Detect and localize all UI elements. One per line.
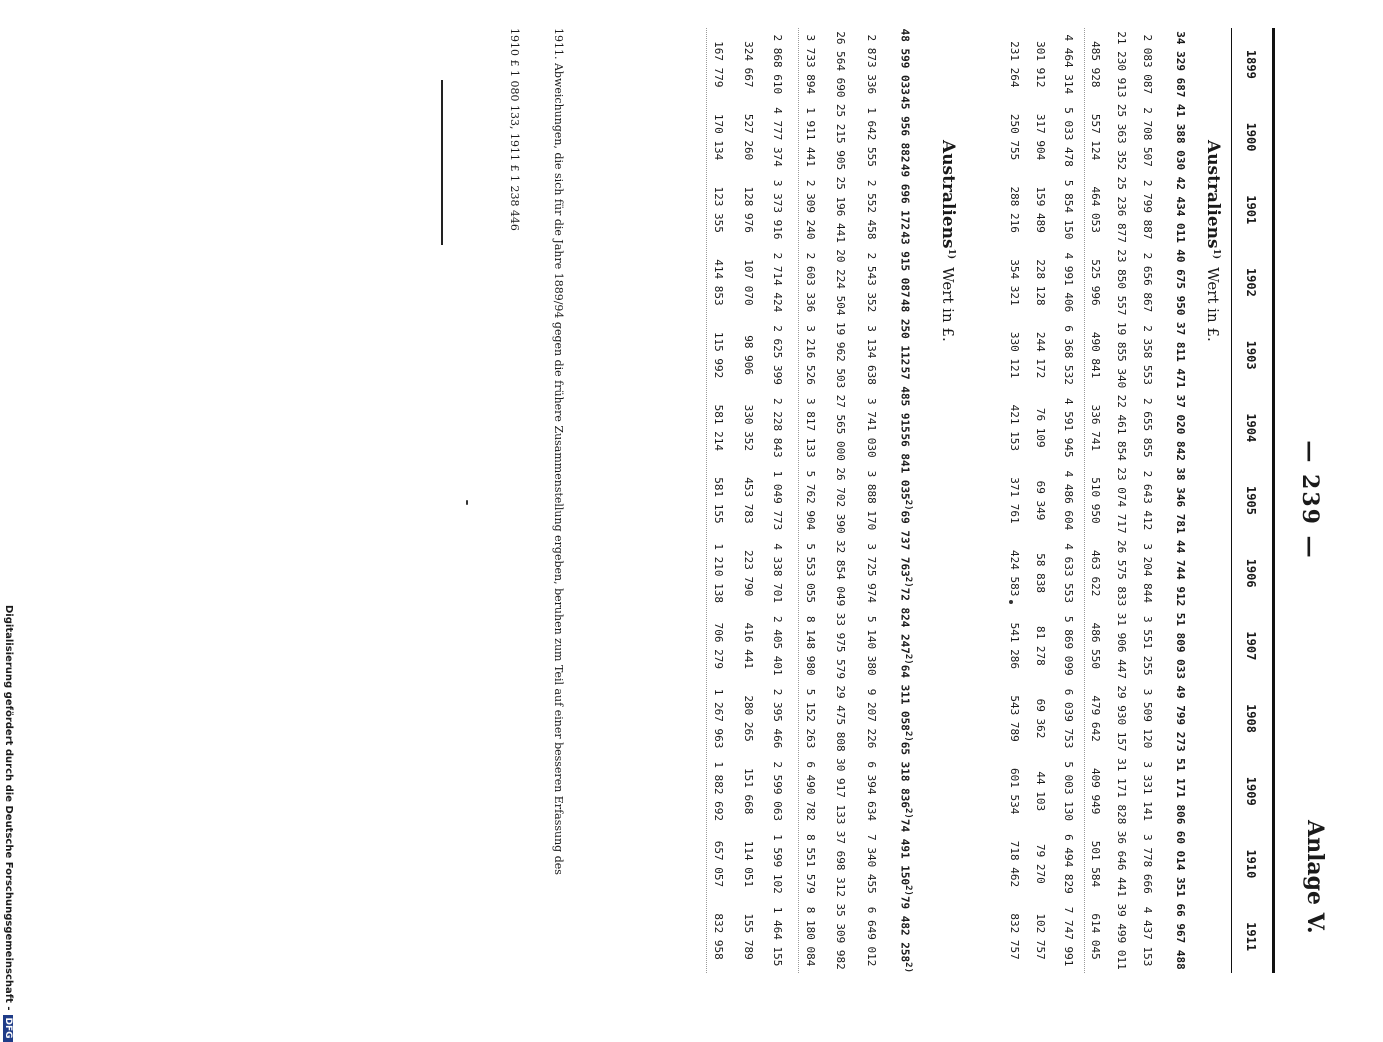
- table-cell: 170 134: [712, 113, 726, 161]
- total-cell: [899, 588, 914, 665]
- table-cell: 4 591 945: [1062, 397, 1076, 458]
- footnote-marker: 2): [903, 576, 914, 588]
- footnote-marker: 2): [903, 653, 914, 665]
- table-cell: 2 873 336: [865, 34, 879, 95]
- total-cell: [899, 665, 914, 742]
- total-cell: [899, 28, 914, 96]
- table-cell: 39 499 011: [1115, 903, 1129, 970]
- table-cell: 81 278: [1034, 625, 1048, 666]
- total-value: 48 599 033: [898, 28, 912, 95]
- table-cell: 25 196 441: [834, 176, 848, 243]
- table-cell: 4 464 314: [1062, 34, 1076, 95]
- total-cell: 51 809 033: [1174, 612, 1188, 679]
- table-cell: 23 850 557: [1115, 249, 1129, 316]
- table-cell: 231 264: [1008, 41, 1022, 88]
- total-cell: 60 014 351: [1174, 830, 1188, 898]
- table-cell: 5 854 150: [1062, 179, 1076, 240]
- table-cell: 501 584: [1089, 840, 1103, 888]
- table-cell: 26 564 690: [834, 31, 848, 98]
- year-header-cell: 1905: [1244, 486, 1258, 515]
- table-cell: 581 214: [712, 404, 726, 451]
- total-value: 49 696 172: [898, 163, 912, 231]
- table-cell: 6 649 012: [865, 906, 879, 967]
- total-value: 56 841 035: [898, 433, 912, 500]
- table-cell: 543 789: [1008, 695, 1022, 742]
- table-cell: 1 911 441: [804, 107, 818, 167]
- table-cell: 1 882 692: [712, 761, 726, 822]
- table-cell: 26 575 833: [1115, 540, 1129, 607]
- section2-total-row: [895, 28, 917, 973]
- table-cell: 336 741: [1089, 404, 1103, 451]
- table-row: [1111, 28, 1133, 973]
- table-cell: 4 777 374: [771, 107, 785, 167]
- table-cell: 1 210 138: [712, 543, 726, 603]
- table-cell: 614 045: [1089, 913, 1103, 960]
- total-value: 65 318 836: [898, 741, 912, 809]
- total-cell: [899, 96, 914, 164]
- table-cell: 26 702 390: [834, 467, 848, 534]
- table-cell: 2 655 855: [1141, 397, 1155, 458]
- table-cell: 30 917 133: [834, 758, 848, 825]
- table-cell: 107 070: [742, 259, 756, 306]
- table-cell: 69 362: [1034, 698, 1048, 739]
- table-cell: 3 373 916: [771, 179, 785, 240]
- year-header-cell: 1907: [1244, 631, 1258, 661]
- year-header-cell: 1906: [1244, 558, 1258, 588]
- table-cell: 330 121: [1008, 331, 1022, 379]
- table-cell: 1 267 963: [712, 688, 726, 749]
- header-rule: [1231, 28, 1232, 973]
- table-cell: 453 783: [742, 477, 756, 524]
- table-cell: 3 134 638: [865, 325, 879, 385]
- table-cell: 479 642: [1089, 695, 1103, 742]
- table-cell: 510 950: [1089, 477, 1103, 524]
- table-cell: 223 790: [742, 549, 756, 597]
- footnote-line-1: 1911. Abweichungen, die sich für die Jahre 1889/94 gegen die frühere Zusammenstellung ergeben, beruhen zum Teil auf einer besseren Erfassung des: [552, 28, 565, 875]
- table-cell: 114 051: [742, 840, 756, 888]
- table-cell: 4 991 406: [1062, 252, 1076, 313]
- table-row: [860, 28, 884, 973]
- table-cell: 324 667: [742, 41, 756, 88]
- table-cell: 23 074 717: [1115, 467, 1129, 534]
- footnote-marker: 2): [903, 962, 914, 974]
- table-cell: 128 976: [742, 186, 756, 233]
- table-cell: 20 224 504: [834, 249, 848, 316]
- table-cell: 3 331 141: [1141, 761, 1155, 822]
- table-cell: 29 475 808: [834, 685, 848, 752]
- table-cell: 244 172: [1034, 331, 1048, 379]
- table-cell: 69 349: [1034, 480, 1048, 521]
- total-value: 48 250 112: [898, 298, 912, 366]
- table-cell: 250 755: [1008, 113, 1022, 161]
- table-row: [706, 28, 731, 973]
- table-cell: 58 838: [1034, 553, 1048, 594]
- table-cell: 832 958: [712, 913, 726, 960]
- total-cell: 38 346 781: [1174, 467, 1188, 534]
- total-cell: 42 434 011: [1174, 176, 1188, 243]
- digitization-stamp: Digitalisierung gefördert durch die Deutsche Forschungsgemeinschaft -DFG: [3, 605, 14, 1042]
- table-row: [829, 28, 853, 973]
- table-cell: 2 643 412: [1141, 470, 1155, 531]
- table-cell: 463 622: [1089, 549, 1103, 597]
- table-cell: 102 757: [1034, 913, 1048, 960]
- table-cell: 1 642 555: [865, 107, 879, 167]
- total-cell: [899, 742, 914, 819]
- table-cell: 115 992: [712, 331, 726, 379]
- total-value: 45 956 882: [898, 96, 912, 163]
- table-cell: 486 550: [1089, 622, 1103, 670]
- table-cell: 3 733 894: [804, 34, 818, 95]
- table-cell: 5 553 055: [804, 543, 818, 603]
- table-cell: 601 534: [1008, 768, 1022, 815]
- table-cell: 581 155: [712, 477, 726, 524]
- table-cell: 22 461 854: [1115, 394, 1129, 461]
- table-cell: 5 869 099: [1062, 616, 1076, 676]
- table-row: [1058, 28, 1080, 973]
- section2-title: Australiens$^{1)}$Wert in £.: [938, 140, 958, 342]
- total-value: 64 311 058: [898, 664, 912, 731]
- total-value: 79 482 258: [898, 895, 912, 963]
- table-cell: 8 180 084: [804, 906, 818, 967]
- table-cell: 5 762 904: [804, 470, 818, 531]
- year-header-cell: 1910: [1244, 849, 1258, 879]
- table-cell: 706 279: [712, 622, 726, 670]
- table-cell: 29 930 157: [1115, 685, 1129, 752]
- total-cell: [899, 896, 914, 973]
- table-cell: 464 053: [1089, 186, 1103, 233]
- total-value: 43 915 087: [898, 231, 912, 298]
- footnote-marker: 2): [903, 499, 914, 511]
- year-header-cell: 1902: [1244, 267, 1258, 297]
- table-cell: 657 057: [712, 840, 726, 888]
- table-cell: 2 799 887: [1141, 179, 1155, 240]
- year-header-cell: 1909: [1244, 776, 1258, 806]
- table-cell: 3 509 120: [1141, 688, 1155, 749]
- table-cell: 3 817 133: [804, 397, 818, 458]
- table-cell: 25 236 877: [1115, 176, 1129, 243]
- year-header-row: [1232, 28, 1270, 973]
- table-cell: 2 714 424: [771, 252, 785, 313]
- table-cell: 19 962 503: [834, 321, 848, 389]
- total-cell: [899, 366, 914, 434]
- table-cell: 3 204 844: [1141, 543, 1155, 603]
- table-cell: 557 124: [1089, 113, 1103, 161]
- table-cell: 4 437 153: [1141, 906, 1155, 967]
- table-cell: 32 854 049: [834, 540, 848, 607]
- table-cell: 159 489: [1034, 186, 1048, 233]
- table-cell: 123 355: [712, 186, 726, 233]
- top-rule: [1272, 28, 1275, 973]
- table-cell: 6 490 782: [804, 761, 818, 822]
- total-cell: [899, 819, 914, 896]
- total-value: 72 824 247: [898, 587, 912, 654]
- table-cell: 288 216: [1008, 186, 1022, 233]
- table-cell: 6 039 753: [1062, 688, 1076, 749]
- table-cell: 3 216 526: [804, 325, 818, 385]
- table-row: [766, 28, 790, 973]
- total-cell: 44 744 912: [1174, 540, 1188, 607]
- total-cell: 37 020 842: [1174, 394, 1188, 461]
- year-header-cell: 1901: [1244, 195, 1258, 225]
- table-cell: 414 853: [712, 259, 726, 306]
- table-cell: 4 633 553: [1062, 543, 1076, 603]
- table-row: [1004, 28, 1026, 973]
- table-cell: 3 741 030: [865, 397, 879, 458]
- year-header-cell: 1900: [1244, 122, 1258, 152]
- table-cell: 409 949: [1089, 768, 1103, 815]
- table-row: [1084, 28, 1107, 973]
- table-cell: 2 656 867: [1141, 252, 1155, 313]
- table-cell: 4 486 604: [1062, 470, 1076, 531]
- table-cell: 2 599 063: [771, 761, 785, 822]
- table-cell: 2 358 553: [1141, 325, 1155, 385]
- appendix-label: Anlage V.: [1302, 820, 1328, 934]
- table-cell: 2 868 610: [771, 34, 785, 95]
- section1-total-row: [1171, 28, 1191, 973]
- table-cell: 1 049 773: [771, 470, 785, 531]
- table-cell: 2 083 087: [1141, 34, 1155, 95]
- total-value: 74 491 150: [898, 818, 912, 886]
- table-cell: 718 462: [1008, 840, 1022, 888]
- table-cell: 2 625 399: [771, 325, 785, 385]
- table-cell: 8 148 980: [804, 616, 818, 676]
- table-cell: 9 207 226: [865, 688, 879, 749]
- table-row: [798, 28, 823, 973]
- total-cell: [899, 433, 914, 510]
- table-cell: 2 228 843: [771, 397, 785, 458]
- total-cell: 40 675 950: [1174, 249, 1188, 316]
- year-header-cell: 1904: [1244, 413, 1258, 443]
- table-cell: 19 855 340: [1115, 321, 1129, 389]
- table-cell: 490 841: [1089, 331, 1103, 379]
- table-cell: 1 464 155: [771, 906, 785, 967]
- table-cell: 151 668: [742, 768, 756, 815]
- dfg-logo: DFG: [3, 1015, 13, 1042]
- table-cell: 76 109: [1034, 407, 1048, 448]
- table-cell: 2 543 352: [865, 252, 879, 313]
- table-cell: 3 778 666: [1141, 834, 1155, 894]
- table-cell: 317 904: [1034, 113, 1048, 161]
- table-cell: 6 494 829: [1062, 834, 1076, 894]
- total-cell: [899, 163, 914, 231]
- table-cell: 21 230 913: [1115, 31, 1129, 98]
- page-number: — 239 —: [1297, 440, 1323, 560]
- table-cell: 31 171 828: [1115, 758, 1129, 825]
- table-cell: 280 265: [742, 695, 756, 742]
- table-cell: 8 551 579: [804, 834, 818, 894]
- total-value: 69 737 763: [898, 510, 912, 577]
- table-cell: 79 270: [1034, 844, 1048, 884]
- table-cell: 416 441: [742, 622, 756, 670]
- table-cell: 35 309 982: [834, 903, 848, 970]
- total-cell: 34 329 687: [1174, 31, 1188, 98]
- table-cell: 6 368 532: [1062, 325, 1076, 385]
- table-cell: 2 552 458: [865, 179, 879, 240]
- table-cell: 31 906 447: [1115, 612, 1129, 679]
- total-cell: 66 967 488: [1174, 903, 1188, 970]
- total-value: 57 485 915: [898, 366, 912, 433]
- table-cell: 3 725 974: [865, 543, 879, 603]
- table-cell: 2 309 240: [804, 179, 818, 240]
- total-cell: 49 799 273: [1174, 685, 1188, 752]
- table-cell: 541 286: [1008, 622, 1022, 670]
- table-cell: 424 583: [1008, 549, 1022, 597]
- table-cell: 3 551 255: [1141, 616, 1155, 676]
- table-cell: 44 103: [1034, 771, 1048, 812]
- footnote-marker: 2): [903, 730, 914, 742]
- footnote-marker: 2): [903, 808, 914, 819]
- table-cell: 33 975 579: [834, 612, 848, 679]
- table-cell: 330 352: [742, 404, 756, 451]
- table-cell: 7 340 455: [865, 834, 879, 894]
- total-cell: 51 171 806: [1174, 758, 1188, 825]
- table-cell: 4 338 701: [771, 543, 785, 603]
- table-cell: 832 757: [1008, 913, 1022, 960]
- table-cell: 6 394 634: [865, 761, 879, 822]
- total-cell: [899, 231, 914, 299]
- total-cell: 41 388 030: [1174, 103, 1188, 171]
- table-row: [1030, 28, 1052, 973]
- footnote-line-2: 1910 £ 1 080 133, 1911 £ 1 238 446: [508, 28, 521, 231]
- section1-title: Australiens$^{1)}$Wert in £.: [1203, 140, 1223, 342]
- table-cell: 421 153: [1008, 404, 1022, 451]
- table-cell: 37 698 312: [834, 830, 848, 898]
- table-cell: 2 395 466: [771, 688, 785, 749]
- table-cell: 354 321: [1008, 259, 1022, 306]
- year-header-cell: 1899: [1244, 49, 1258, 79]
- table-row: [1137, 28, 1159, 973]
- table-cell: 525 996: [1089, 259, 1103, 306]
- scan-speck: [466, 500, 468, 505]
- table-cell: 371 761: [1008, 477, 1022, 524]
- table-cell: 2 603 336: [804, 252, 818, 313]
- table-cell: 2 405 401: [771, 616, 785, 676]
- table-cell: 485 928: [1089, 41, 1103, 88]
- total-cell: [899, 298, 914, 366]
- table-cell: 301 912: [1034, 41, 1048, 88]
- table-cell: 25 215 905: [834, 103, 848, 171]
- year-header-cell: 1911: [1244, 922, 1258, 952]
- footnote-marker: 2): [903, 885, 914, 896]
- table-cell: 155 789: [742, 913, 756, 960]
- year-header-cell: 1908: [1244, 704, 1258, 733]
- table-cell: 5 140 380: [865, 616, 879, 676]
- table-cell: 36 646 441: [1115, 830, 1129, 898]
- table-cell: 2 708 507: [1141, 107, 1155, 167]
- table-cell: 3 888 170: [865, 470, 879, 531]
- table-cell: 7 747 991: [1062, 906, 1076, 967]
- table-cell: 5 003 130: [1062, 761, 1076, 822]
- total-cell: 37 811 471: [1174, 321, 1188, 389]
- total-cell: [899, 511, 914, 588]
- table-cell: 5 033 478: [1062, 107, 1076, 167]
- table-cell: 1 599 102: [771, 834, 785, 894]
- table-cell: 527 260: [742, 113, 756, 161]
- table-cell: 228 128: [1034, 259, 1048, 306]
- year-header-cell: 1903: [1244, 340, 1258, 370]
- table-cell: 98 906: [742, 335, 756, 375]
- table-cell: 27 565 000: [834, 394, 848, 461]
- table-cell: 25 363 352: [1115, 103, 1129, 171]
- table-cell: 167 779: [712, 41, 726, 88]
- scan-speck: [1009, 600, 1013, 604]
- table-cell: 5 152 263: [804, 688, 818, 749]
- footnote-rule: [441, 80, 443, 245]
- table-row: [737, 28, 761, 973]
